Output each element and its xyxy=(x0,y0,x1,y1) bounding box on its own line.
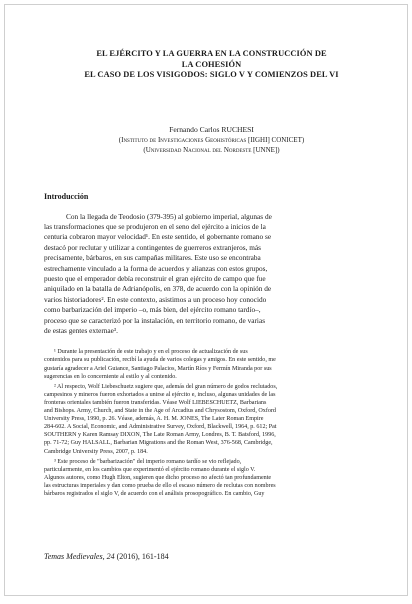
footnote-1 xyxy=(44,348,379,380)
footnote-line: pp. 71-72; Guy HALSALL, Barbarian Migrations and the Roman West, 376-568, Cambridge, xyxy=(44,440,273,447)
body-line: precisamente, bárbaros, en sus campañas militares. Este uso se encontraba xyxy=(44,253,261,263)
body-line: puesto que el emperador debía reconstruir el gran ejército de campo que fue xyxy=(44,273,266,283)
footnote-line: SOUTHERN y Karen Ramsay DIXON, The Late Roman Army, Londres, B. T. Batsford, 1996, xyxy=(44,432,276,439)
body-line: las transformaciones que se produjeron en el seno del ejército a inicios de la xyxy=(44,221,266,231)
footnotes xyxy=(44,348,379,498)
footnote-line: sugerencias en lo concerniente al estilo y al contenido. xyxy=(44,373,177,380)
footnote-line: gustaría agradecer a Ariel Guiance, Santiago Palacios, Martín Ríos y Fermín Miranda por sus xyxy=(44,365,272,372)
body-line: centuria cobraron mayor velocidad¹. En este sentido, el gobernante romano se xyxy=(44,232,272,242)
title-line-1: EL EJÉRCITO Y LA GUERRA EN LA CONSTRUCCIÓN DE xyxy=(96,49,327,58)
footnote-3 xyxy=(44,458,379,498)
footnote-line: ³ Este proceso de "barbarización" del imperio romano tardío se vio reflejado, xyxy=(54,458,242,465)
body-line: Con la llegada de Teodosio (379-395) al gobierno imperial, algunas de xyxy=(66,211,272,221)
section-heading: Introducción xyxy=(44,191,89,201)
footnote-line: fronteras orientales también fueron transferidas. Véase Wolf LIEBESCHUETZ, Barbarians xyxy=(44,399,267,406)
journal-citation: (2016), 161-184 xyxy=(114,552,169,561)
body-text xyxy=(44,212,379,337)
body-line: de estas gentes externae³. xyxy=(44,325,118,335)
title-line-2: LA COHESIÓN xyxy=(181,59,242,69)
footnote-line: bárbaros registrados el siglo V, de acuerdo con el análisis prosopográfico. En cambio, Guy xyxy=(44,490,265,497)
author-affiliation-2: (Universidad Nacional del Nordeste [UNNE]) xyxy=(143,145,280,154)
footnote-line: Algunos autores, como Hugh Elton, sugieren que dicho proceso no afectó tan profundamente xyxy=(44,474,272,481)
footnote-2 xyxy=(44,383,379,456)
footnote-line: ¹ Durante la presentación de este trabajo y en el proceso de actualización de sus xyxy=(54,349,248,356)
body-line: proceso que se caracterizó por la instalación, en territorio romano, de varias xyxy=(44,315,266,325)
footnote-line: 284-602. A Social, Economic, and Administrative Survey, Oxford, Blackwell, 1964, p. 612; Pat xyxy=(44,424,277,431)
article-title xyxy=(44,49,379,81)
page-content xyxy=(44,49,379,498)
body-line: varios historiadores². En este contexto, asistimos a un proceso hoy conocido xyxy=(44,294,267,304)
footnote-line: las estructuras imperiales y dan como prueba de ello el escaso número de reclutas con nombres xyxy=(44,482,276,489)
journal-name: Temas Medievales, 24 xyxy=(44,552,115,561)
footnote-line: campesinos y mineros fueron exhortados a unirse al ejército e, incluso, algunas unidades de las xyxy=(44,391,276,398)
title-line-3: EL CASO DE LOS VISIGODOS: SIGLO V Y COMIENZOS DEL VI xyxy=(84,70,339,79)
body-line: destacó por reclutar y utilizar a contingentes de guerreros extranjeros, más xyxy=(44,242,261,252)
body-line: estrechamente vinculado a la forma de acuerdos y alianzas con estos grupos, xyxy=(44,263,268,273)
body-line: aniquilado en la batalla de Adrianópolis, en 378, de acuerdo con la opinión de xyxy=(44,284,272,294)
page-footer xyxy=(44,552,169,562)
footnote-line: and Bishops. Army, Church, and State in the Age of Arcadius and Chrysostom, Oxford, Oxford xyxy=(44,408,276,415)
footnote-line: Cambridge University Press, 2007, p. 184. xyxy=(44,448,148,455)
footnote-line: contenidos para su publicación, recibí la ayuda de varios colegas y amigos. En este sentido, me xyxy=(44,357,276,364)
author-affiliation-1: (Instituto de Investigaciones Geohistóricas [IIGHI] CONICET) xyxy=(118,135,305,144)
footnote-line: particularmente, en los cambios que experimentó el ejército romano durante el siglo V. xyxy=(44,466,256,473)
author-name: Fernando Carlos RUCHESI xyxy=(169,124,254,134)
footnote-line: ² Al respecto, Wolf Liebeschuetz sugiere que, además del gran número de godos reclutados, xyxy=(54,383,278,390)
body-line: como barbarización del imperio –o, más bien, del ejército romano tardío–, xyxy=(44,305,261,315)
footnote-line: University Press, 1990, p. 26. Véase, además, A. H. M. JONES, The Later Roman Empire xyxy=(44,416,264,423)
document-page xyxy=(4,4,408,596)
